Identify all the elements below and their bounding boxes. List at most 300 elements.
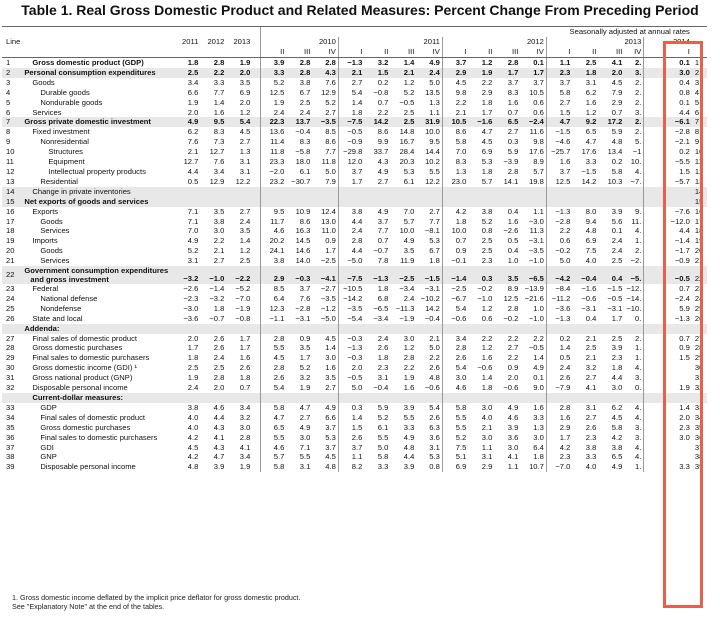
- quarter-value: 1.2: [403, 77, 415, 87]
- quarter-value: 3.1: [377, 373, 389, 383]
- annual-value: 4.4: [187, 166, 199, 176]
- row-label: National defense: [40, 293, 98, 303]
- annual-value: 4.6: [213, 402, 225, 412]
- annual-value: −1.9: [235, 303, 251, 313]
- row-label: Final sales of domestic product: [40, 412, 146, 422]
- annual-value: 3.1: [187, 256, 199, 266]
- table-row: [2, 256, 707, 266]
- quarter-value: −1.3: [338, 343, 364, 353]
- quarter-value: 4.9: [377, 206, 389, 216]
- quarter-value: [494, 324, 520, 334]
- row-gap: [252, 314, 260, 324]
- quarter-value: 6.3: [429, 422, 440, 432]
- annual-value: [226, 197, 252, 207]
- quarter-value: 9.2: [572, 117, 598, 127]
- quarter-value: 2.6: [260, 373, 286, 383]
- quarter-value: −2.8: [546, 217, 572, 227]
- quarter-value: 3.9: [260, 58, 286, 68]
- annual-value: 1.2: [239, 107, 251, 117]
- quarter-value: 5.3: [325, 432, 336, 442]
- quarter-value: 6.9: [585, 236, 597, 246]
- quarter-value: 1.8: [481, 166, 493, 176]
- quarter-value: 5.9: [644, 304, 692, 314]
- row-line-number-right: 17: [694, 216, 704, 226]
- quarter-value: 5.5: [403, 412, 415, 422]
- row-gap: [252, 108, 260, 118]
- quarter-value: [572, 187, 598, 197]
- row-label: Imports: [32, 236, 58, 246]
- header-label-blank: [22, 37, 174, 47]
- quarter-value: −4.1: [312, 266, 338, 284]
- quarter-value: 0.7: [644, 334, 692, 344]
- quarter-value: 0.3: [338, 403, 364, 413]
- annual-value: 3.4: [187, 77, 199, 87]
- quarter-value: −0.2: [477, 284, 493, 294]
- quarter-value: 0.2: [611, 157, 623, 167]
- row-gap: [252, 284, 260, 294]
- quarter-value: [286, 393, 312, 403]
- quarter-value: [494, 197, 520, 207]
- row-gap: [252, 157, 260, 167]
- row-gap: [252, 383, 260, 393]
- quarter-value: 2.8: [442, 343, 468, 353]
- quarter-value: 0.1: [611, 226, 623, 236]
- row-line-number-right: 18: [694, 226, 704, 236]
- row-line-number-right: 35: [694, 422, 704, 432]
- quarter-value: 0.6: [481, 313, 493, 323]
- header-quarter: II: [468, 47, 494, 58]
- row-line-number: 9: [6, 137, 11, 147]
- quarter-value: −3.4: [399, 284, 415, 294]
- quarter-value: −1.7: [644, 246, 692, 256]
- quarter-value: 1.: [635, 462, 642, 472]
- table-row: [2, 187, 707, 197]
- row-gap: [252, 197, 260, 207]
- table-row: [2, 137, 707, 147]
- quarter-value: 3.3: [585, 157, 597, 167]
- quarter-value: 9.0: [533, 383, 544, 393]
- quarter-value: [494, 187, 520, 197]
- footnotes: [12, 593, 300, 611]
- row-line-number-right: 1: [694, 58, 700, 67]
- row-gap: [252, 167, 260, 177]
- quarter-value: 4.8: [325, 462, 336, 472]
- quarter-value: 9.5: [260, 207, 286, 217]
- quarter-value: 2.2: [442, 98, 468, 108]
- quarter-value: 8.3: [507, 87, 519, 97]
- quarter-value: 10.3: [607, 176, 623, 186]
- row-line-number-right: 38: [694, 452, 704, 462]
- row-line-number: 37: [6, 442, 15, 452]
- annual-value: 2.4: [187, 383, 199, 393]
- quarter-value: 9.9: [377, 137, 389, 147]
- row-line-number: 19: [6, 236, 15, 246]
- quarter-value: 1.7: [611, 313, 623, 323]
- quarter-value: 0.7: [644, 284, 692, 294]
- quarter-value: 3.: [624, 68, 644, 78]
- quarter-value: 1.4: [325, 343, 336, 353]
- table-row: [2, 423, 707, 433]
- quarter-value: 1.5: [644, 353, 692, 363]
- quarter-value: 1.3: [442, 167, 468, 177]
- annual-value: 1.9: [187, 373, 199, 383]
- row-line-number-right: 4: [694, 87, 700, 97]
- row-line-number: 17: [6, 216, 15, 226]
- row-label: Gross domestic purchases: [32, 343, 123, 353]
- quarter-value: 3.2: [377, 58, 389, 67]
- quarter-value: 16.7: [399, 137, 415, 147]
- row-label: Durable goods: [40, 87, 90, 97]
- quarter-value: 1.5: [644, 167, 692, 177]
- row-line-number-right: 9: [694, 137, 700, 147]
- quarter-value: 10.0: [442, 226, 468, 236]
- quarter-value: −0.4: [295, 127, 311, 137]
- quarter-value: 2.0: [507, 373, 519, 383]
- quarter-value: 5.0: [429, 77, 440, 87]
- quarter-value: 2.5: [611, 256, 623, 266]
- annual-value: [200, 187, 226, 197]
- quarter-value: [520, 197, 546, 207]
- annual-value: 1.7: [187, 343, 199, 353]
- annual-value: 2.1: [187, 147, 199, 157]
- row-line-number: 30: [6, 363, 15, 373]
- quarter-value: 1.8: [611, 363, 623, 373]
- quarter-value: 2.2: [546, 226, 572, 236]
- row-gap: [252, 256, 260, 266]
- quarter-value: 1.4: [644, 403, 692, 413]
- quarter-value: 4.7: [260, 413, 286, 423]
- quarter-value: 4.8: [611, 137, 623, 147]
- table-row: [2, 117, 707, 127]
- quarter-value: 1.1: [481, 442, 493, 452]
- quarter-value: 10.5: [529, 87, 544, 97]
- quarter-value: −21.6: [524, 293, 544, 303]
- annual-value: −3.0: [183, 303, 199, 313]
- header-qyear: 2011: [338, 37, 442, 47]
- table-row: [2, 157, 707, 167]
- annual-value: −2.3: [183, 293, 199, 303]
- row-line-number-right: 29: [694, 353, 704, 363]
- quarter-value: 3.3: [377, 462, 389, 472]
- annual-value: −3.6: [183, 313, 199, 323]
- quarter-value: −2.4: [520, 117, 546, 127]
- quarter-value: 14.2: [364, 117, 390, 127]
- annual-value: 8.3: [213, 127, 225, 137]
- quarter-value: 0.9: [442, 246, 468, 256]
- row-label: Final sales to domestic purchasers: [40, 432, 158, 442]
- quarter-value: −1.0: [528, 256, 544, 266]
- quarter-value: 4.5: [481, 137, 493, 147]
- quarter-value: 13.0: [321, 216, 336, 226]
- annual-value: [174, 197, 200, 207]
- annual-value: 1.6: [213, 107, 225, 117]
- quarter-value: −0.8: [373, 87, 389, 97]
- quarter-value: [442, 393, 468, 403]
- quarter-value: 2.5: [585, 343, 597, 353]
- quarter-value: 4.: [635, 402, 642, 412]
- header-line-right-blank: [692, 27, 707, 38]
- quarter-value: −1: [632, 147, 642, 157]
- footnote-1: 1. Gross domestic income deflated by the implicit price deflator for gross domestic product.: [12, 593, 301, 602]
- annual-value: 1.9: [187, 97, 199, 107]
- row-line-number-right: 16: [694, 206, 704, 216]
- header-quarter: III: [390, 47, 416, 58]
- quarter-value: 4.: [635, 412, 642, 422]
- header-quarter: III: [286, 47, 312, 58]
- annual-value: −1.0: [200, 266, 226, 284]
- quarter-value: 6.2: [585, 87, 597, 97]
- quarter-value: 4.4: [338, 246, 364, 256]
- row-line-number: 27: [6, 333, 15, 343]
- quarter-value: 3.0: [299, 432, 311, 442]
- quarter-value: 5.2: [442, 433, 468, 443]
- header-gap: [252, 37, 260, 47]
- quarter-value: 5.8: [546, 88, 572, 98]
- row-gap: [252, 413, 260, 423]
- quarter-value: −0.5: [338, 127, 364, 137]
- quarter-value: 7.7: [429, 216, 440, 226]
- quarter-value: 6.1: [403, 176, 415, 186]
- header-year: 2013: [233, 37, 251, 46]
- annual-value: 3.4: [239, 402, 251, 412]
- quarter-value: 1.1: [546, 58, 572, 68]
- quarter-value: −0.9: [338, 137, 364, 147]
- quarter-value: [624, 197, 644, 207]
- quarter-value: −1.4: [442, 266, 468, 284]
- quarter-value: 0.7: [442, 236, 468, 246]
- row-gap: [252, 226, 260, 236]
- row-gap: [252, 88, 260, 98]
- row-label: Gross domestic income (GDI) ¹: [32, 363, 138, 373]
- quarter-value: 1.2: [481, 303, 493, 313]
- quarter-value: 12.5: [546, 177, 572, 187]
- table-row: [2, 98, 707, 108]
- quarter-value: −0.4: [424, 313, 440, 323]
- quarter-value: 3.7: [325, 422, 336, 432]
- quarter-value: [286, 324, 312, 334]
- quarter-value: −1.3: [644, 314, 692, 324]
- quarter-value: [312, 393, 338, 403]
- row-label: Fixed investment: [32, 127, 90, 137]
- row-gap: [252, 373, 260, 383]
- header-label-blank: [22, 27, 174, 38]
- table-row: [2, 363, 707, 373]
- row-gap: [252, 353, 260, 363]
- table-row: [2, 462, 707, 472]
- quarter-value: [416, 324, 442, 334]
- quarter-value: −1.5: [607, 284, 623, 294]
- row-gap: [252, 423, 260, 433]
- header-quarter: I: [442, 47, 468, 58]
- quarter-value: −3.1: [607, 303, 623, 313]
- quarter-value: 2.7: [585, 412, 597, 422]
- quarter-value: 0.4: [585, 313, 597, 323]
- header-year: 2012: [207, 37, 225, 46]
- quarter-value: 2.1: [585, 353, 597, 363]
- quarter-value: 1.6: [546, 413, 572, 423]
- quarter-value: 1.8: [338, 108, 364, 118]
- quarter-value: 9.5: [429, 137, 440, 147]
- row-label: Change in private inventories: [22, 187, 174, 197]
- quarter-value: [416, 187, 442, 197]
- quarter-value: 2.5: [585, 58, 597, 67]
- quarter-value: 6.4: [533, 442, 544, 452]
- row-label: GDP: [40, 402, 57, 412]
- quarter-value: 4.9: [325, 402, 336, 412]
- table-row: [2, 167, 707, 177]
- quarter-value: 3.2: [585, 363, 597, 373]
- quarter-value: 4.7: [546, 117, 572, 127]
- quarter-value: −5.7: [644, 177, 692, 187]
- quarter-value: 8.9: [533, 157, 544, 167]
- row-line-number: 2: [2, 68, 22, 78]
- quarter-value: 2.5: [390, 117, 416, 127]
- quarter-value: [546, 187, 572, 197]
- header-quarter: III: [494, 47, 520, 58]
- quarter-value: −0.5: [644, 266, 692, 284]
- table-row: [2, 393, 707, 403]
- row-line-number-right: 7: [692, 117, 707, 127]
- row-label: Goods: [32, 77, 55, 87]
- quarter-value: [416, 197, 442, 207]
- row-line-number-right: 30: [694, 363, 704, 373]
- quarter-value: [644, 324, 692, 334]
- quarter-value: 2.6: [338, 433, 364, 443]
- quarter-value: 6.5: [260, 423, 286, 433]
- quarter-value: 2.6: [429, 412, 440, 422]
- quarter-value: 9.8: [533, 137, 544, 147]
- row-line-number-right: [692, 393, 707, 403]
- annual-value: 2.6: [213, 343, 225, 353]
- quarter-value: 3.8: [260, 256, 286, 266]
- annual-value: 7.6: [187, 137, 199, 147]
- header-qyear: 2014: [644, 37, 692, 47]
- quarter-value: 1.4: [338, 413, 364, 423]
- quarter-value: 3.0: [442, 373, 468, 383]
- quarter-value: −1.2: [320, 303, 336, 313]
- header-quarter: IV: [624, 47, 644, 58]
- quarter-value: [442, 187, 468, 197]
- quarter-value: 4.9: [429, 58, 440, 67]
- quarter-value: 4.4: [403, 452, 415, 462]
- quarter-value: 5.5: [442, 413, 468, 423]
- quarter-value: 14.2: [425, 303, 440, 313]
- quarter-value: 9.8: [442, 88, 468, 98]
- quarter-value: 4.5: [611, 77, 623, 87]
- quarter-value: 2.3: [481, 256, 493, 266]
- quarter-value: 2.8: [507, 166, 519, 176]
- quarter-value: −6.7: [442, 294, 468, 304]
- quarter-value: 0.: [635, 313, 642, 323]
- quarter-value: −0.3: [338, 353, 364, 363]
- quarter-value: [624, 187, 644, 197]
- annual-value: 2.8: [213, 58, 225, 67]
- quarter-value: −2.1: [644, 137, 692, 147]
- quarter-value: 6.4: [260, 294, 286, 304]
- header-line: Line: [6, 37, 21, 46]
- row-gap: [252, 127, 260, 137]
- quarter-value: −11.3: [395, 303, 415, 313]
- row-line-number: 18: [6, 226, 15, 236]
- table-row: [2, 443, 707, 453]
- annual-value: [200, 393, 226, 403]
- quarter-value: 0.8: [429, 462, 440, 472]
- quarter-value: 16.3: [295, 226, 311, 236]
- quarter-value: [338, 197, 364, 207]
- quarter-value: 8.6: [299, 216, 311, 226]
- row-line-number-right: 36: [694, 432, 704, 442]
- row-line-number: 28: [6, 343, 15, 353]
- quarter-value: 33.7: [373, 147, 389, 157]
- quarter-value: 2.4: [338, 226, 364, 236]
- quarter-value: 17.6: [581, 147, 597, 157]
- annual-value: 2.0: [239, 97, 251, 107]
- quarter-value: 6.6: [325, 412, 336, 422]
- quarter-value: 4.7: [481, 127, 493, 137]
- row-line-number-right: 37: [694, 442, 704, 452]
- quarter-value: −7.6: [644, 207, 692, 217]
- table-row: [2, 324, 707, 334]
- quarter-value: 4.5: [260, 353, 286, 363]
- row-line-number-right: 11: [694, 157, 703, 167]
- quarter-value: −0.1: [442, 256, 468, 266]
- annual-value: 1.7: [239, 333, 251, 343]
- quarter-value: 5.0: [338, 383, 364, 393]
- quarter-value: 14.6: [295, 246, 311, 256]
- annual-value: 6.9: [239, 87, 251, 97]
- quarter-value: −5.8: [295, 147, 311, 157]
- annual-value: 2.5: [174, 68, 200, 78]
- quarter-value: 3.8: [611, 442, 623, 452]
- quarter-value: 5.2: [299, 363, 311, 373]
- quarter-value: 0.2: [377, 77, 389, 87]
- quarter-value: 10.5: [442, 117, 468, 127]
- annual-value: 3.0: [213, 226, 225, 236]
- quarter-value: 5.5: [442, 423, 468, 433]
- quarter-value: 9.: [635, 206, 642, 216]
- header-label-blank: [22, 47, 174, 58]
- quarter-value: 3.0: [481, 402, 493, 412]
- quarter-value: 2.2: [377, 107, 389, 117]
- annual-value: 7.0: [187, 226, 199, 236]
- header-annual-blank: [226, 27, 252, 38]
- quarter-value: [644, 443, 692, 453]
- row-line-number-right: 27: [694, 333, 704, 343]
- row-line-number-right: 15: [692, 197, 707, 207]
- quarter-value: 1.6: [481, 353, 493, 363]
- quarter-value: 2.: [635, 246, 642, 256]
- quarter-value: 1.1: [507, 462, 519, 472]
- quarter-value: 1.5: [546, 108, 572, 118]
- quarter-value: 3.: [635, 432, 642, 442]
- row-line-number: 35: [6, 422, 15, 432]
- quarter-value: 8.6: [377, 127, 389, 137]
- annual-value: 1.2: [239, 246, 251, 256]
- quarter-value: 5.2: [481, 216, 493, 226]
- annual-value: 4.3: [213, 422, 225, 432]
- annual-value: 3.2: [239, 412, 251, 422]
- annual-value: 0.5: [187, 176, 199, 186]
- annual-value: 4.0: [187, 422, 199, 432]
- quarter-value: 1.8: [377, 353, 389, 363]
- quarter-value: 4.8: [585, 226, 597, 236]
- quarter-value: −7.: [630, 176, 642, 186]
- annual-value: −3.2: [174, 266, 200, 284]
- quarter-value: −0.6: [424, 383, 440, 393]
- quarter-value: −0.5: [528, 343, 544, 353]
- annual-value: 4.4: [213, 412, 225, 422]
- quarter-value: −30.7: [291, 176, 311, 186]
